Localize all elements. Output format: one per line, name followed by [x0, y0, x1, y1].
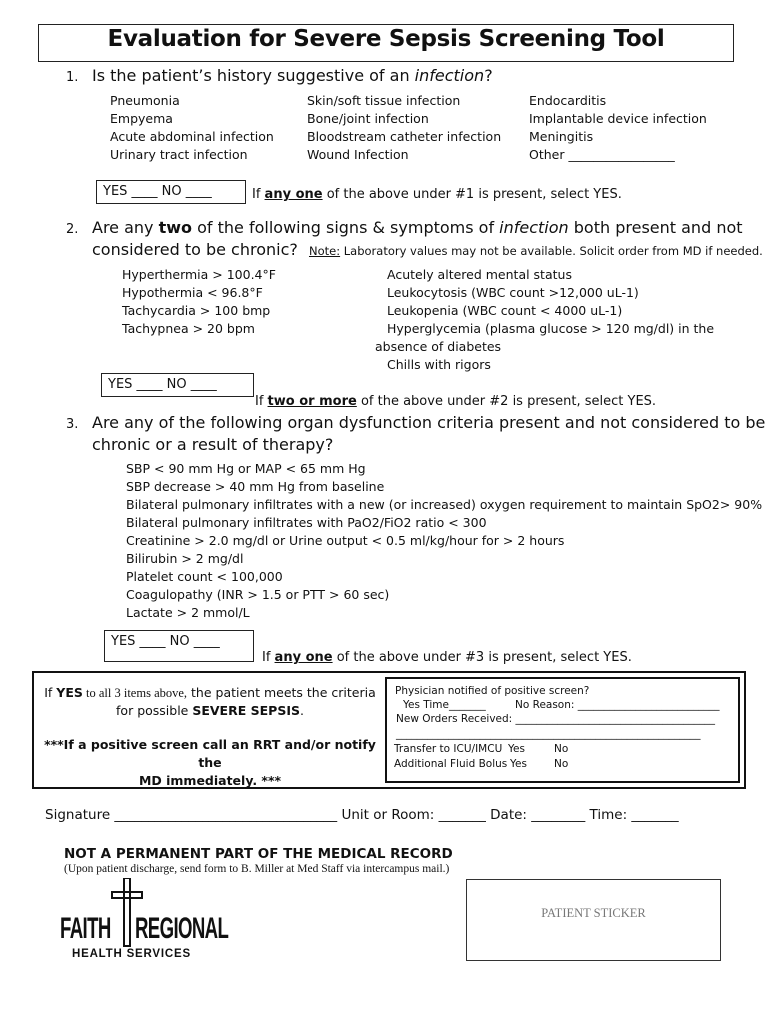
q2-instruction	[255, 394, 656, 409]
question-2-bold: two	[158, 218, 193, 237]
q2-column-2-wrap: absence of diabetes	[375, 339, 502, 354]
alert-line-1: ***If a positive screen call an RRT and/or notify the	[44, 737, 376, 770]
q2-yes-no-field[interactable]: YES ____ NO ____	[101, 373, 254, 397]
q1-yes-no-field[interactable]: YES ____ NO ____	[96, 180, 246, 204]
list-item: Leukocytosis (WBC count >12,000 uL-1)	[387, 285, 639, 300]
criteria-yes: YES	[56, 685, 83, 700]
list-item: Acute abdominal infection	[110, 129, 274, 144]
criteria-b: to all 3 items above,	[82, 686, 188, 700]
q3-list	[126, 460, 762, 622]
orders-blank-line[interactable]: __________________________________________________________	[396, 728, 701, 740]
q3-instruction	[262, 650, 632, 665]
question-3-number: 3.	[66, 417, 79, 432]
fluid-no[interactable]: No	[554, 758, 569, 770]
list-item: Pneumonia	[110, 93, 180, 108]
question-2-number: 2.	[66, 222, 79, 237]
logo-regional: REGIONAL	[135, 912, 229, 945]
list-item: Skin/soft tissue infection	[307, 93, 461, 108]
list-item: Tachycardia > 100 bmp	[122, 303, 271, 318]
q1-hint-a: If	[252, 187, 265, 202]
q3-hint-emphasis: any one	[274, 650, 333, 665]
q3-hint-a: If	[262, 650, 275, 665]
q1-column-3	[529, 92, 707, 164]
criteria-a: If	[44, 685, 57, 700]
question-3-line-2: chronic or a result of therapy?	[92, 435, 334, 454]
physician-no-reason[interactable]: No Reason: ___________________________	[515, 699, 720, 711]
logo-faith: FAITH	[60, 912, 111, 945]
transfer-no[interactable]: No	[554, 743, 569, 755]
note-text: Laboratory values may not be available. Solicit order from MD if needed.	[343, 244, 763, 258]
list-item: Leukopenia (WBC count < 4000 uL-1)	[387, 303, 623, 318]
criteria-period: .	[299, 703, 304, 718]
fluid-bolus-label: Additional Fluid Bolus	[394, 758, 508, 770]
list-item: Bilirubin > 2 mg/dl	[126, 551, 244, 566]
question-3-line1: Are any of the following organ dysfunction criteria present and not considered to be	[92, 413, 766, 432]
page-title: Evaluation for Severe Sepsis Screening Tool	[107, 26, 665, 52]
q2-hint-emphasis: two or more	[267, 394, 357, 409]
transfer-yes[interactable]: Yes	[508, 743, 525, 755]
question-1	[66, 65, 493, 89]
list-item: Implantable device infection	[529, 111, 707, 126]
list-item: Acutely altered mental status	[387, 267, 572, 282]
severe-sepsis-label: SEVERE SEPSIS	[192, 703, 300, 718]
question-1-end: ?	[484, 66, 493, 85]
list-item: Wound Infection	[307, 147, 409, 162]
q3-hint-b: of the above under #3 is present, select YES.	[332, 650, 632, 665]
criteria-c: the patient meets the criteria	[187, 685, 376, 700]
list-item: Meningitis	[529, 129, 594, 144]
criteria-d: for possible	[116, 703, 193, 718]
question-2-text-b: of the following signs & symptoms of	[192, 218, 500, 237]
physician-yes-time[interactable]: Yes Time_______	[403, 699, 486, 711]
q2-column-2-last: Chills with rigors	[387, 357, 491, 372]
list-item: Hyperglycemia (plasma glucose > 120 mg/dl) in the	[387, 321, 715, 336]
criteria-text	[40, 684, 380, 720]
faith-regional-logo	[60, 878, 250, 958]
logo-health-services: HEALTH SERVICES	[72, 948, 191, 960]
new-orders-field[interactable]: New Orders Received: ______________________________________	[396, 713, 716, 725]
question-2-text-a: Are any	[92, 218, 159, 237]
alert-line-2: MD immediately. ***	[138, 773, 282, 788]
q2-hint-a: If	[255, 394, 268, 409]
list-item: Other _________________	[529, 147, 675, 162]
list-item: Urinary tract infection	[110, 147, 248, 162]
record-notice: NOT A PERMANENT PART OF THE MEDICAL RECORD	[64, 846, 453, 862]
list-item: Lactate > 2 mmol/L	[126, 605, 250, 620]
transfer-label: Transfer to ICU/IMCU	[394, 743, 503, 755]
question-2-text-c: both present and not	[568, 218, 743, 237]
patient-sticker-label: PATIENT STICKER	[541, 906, 646, 920]
q1-hint-b: of the above under #1 is present, select YES.	[322, 187, 622, 202]
note-label: Note:	[308, 244, 341, 258]
discharge-instruction: (Upon patient discharge, send form to B. Miller at Med Staff via intercampus mail.)	[64, 863, 450, 875]
q1-instruction	[252, 187, 622, 202]
q3-yes-no-field[interactable]: YES ____ NO ____	[104, 630, 254, 662]
list-item: Coagulopathy (INR > 1.5 or PTT > 60 sec)	[126, 587, 390, 602]
list-item: Platelet count < 100,000	[126, 569, 283, 584]
question-1-emphasis: infection	[414, 66, 485, 85]
patient-sticker-box[interactable]	[466, 879, 721, 961]
list-item: Bone/joint infection	[307, 111, 429, 126]
list-item: Bilateral pulmonary infiltrates with PaO2/FiO2 ratio < 300	[126, 515, 487, 530]
signature-line[interactable]: Signature _________________________________ Unit or Room: _______ Date: ________ Time: _______	[45, 807, 679, 823]
list-item: SBP < 90 mm Hg or MAP < 65 mm Hg	[126, 461, 366, 476]
question-2-line-2	[92, 239, 763, 262]
list-item: Bilateral pulmonary infiltrates with a new (or increased) oxygen requirement to maintain SpO2> 90%	[126, 497, 763, 512]
list-item: Tachypnea > 20 bpm	[122, 321, 255, 336]
question-2-emphasis: infection	[499, 218, 569, 237]
q2-column-2	[387, 266, 714, 338]
list-item: Hyperthermia > 100.4°F	[122, 267, 276, 282]
q1-hint-emphasis: any one	[264, 187, 323, 202]
q2-hint-b: of the above under #2 is present, select YES.	[356, 394, 657, 409]
list-item: SBP decrease > 40 mm Hg from baseline	[126, 479, 385, 494]
physician-notified-label: Physician notified of positive screen?	[395, 685, 590, 697]
question-1-text: Is the patient’s history suggestive of an	[92, 66, 415, 85]
q1-column-1	[110, 92, 274, 164]
list-item: Hypothermia < 96.8°F	[122, 285, 263, 300]
list-item: Creatinine > 2.0 mg/dl or Urine output < 0.5 ml/kg/hour for > 2 hours	[126, 533, 565, 548]
q2-column-1	[122, 266, 276, 338]
alert-text	[40, 736, 380, 790]
question-3	[66, 412, 765, 436]
list-item: Empyema	[110, 111, 173, 126]
question-2	[66, 217, 743, 241]
list-item: Bloodstream catheter infection	[307, 129, 502, 144]
fluid-yes[interactable]: Yes	[510, 758, 527, 770]
list-item: Endocarditis	[529, 93, 607, 108]
question-2-line2-text: considered to be chronic?	[92, 240, 298, 259]
question-1-number: 1.	[66, 70, 79, 85]
q1-column-2	[307, 92, 501, 164]
